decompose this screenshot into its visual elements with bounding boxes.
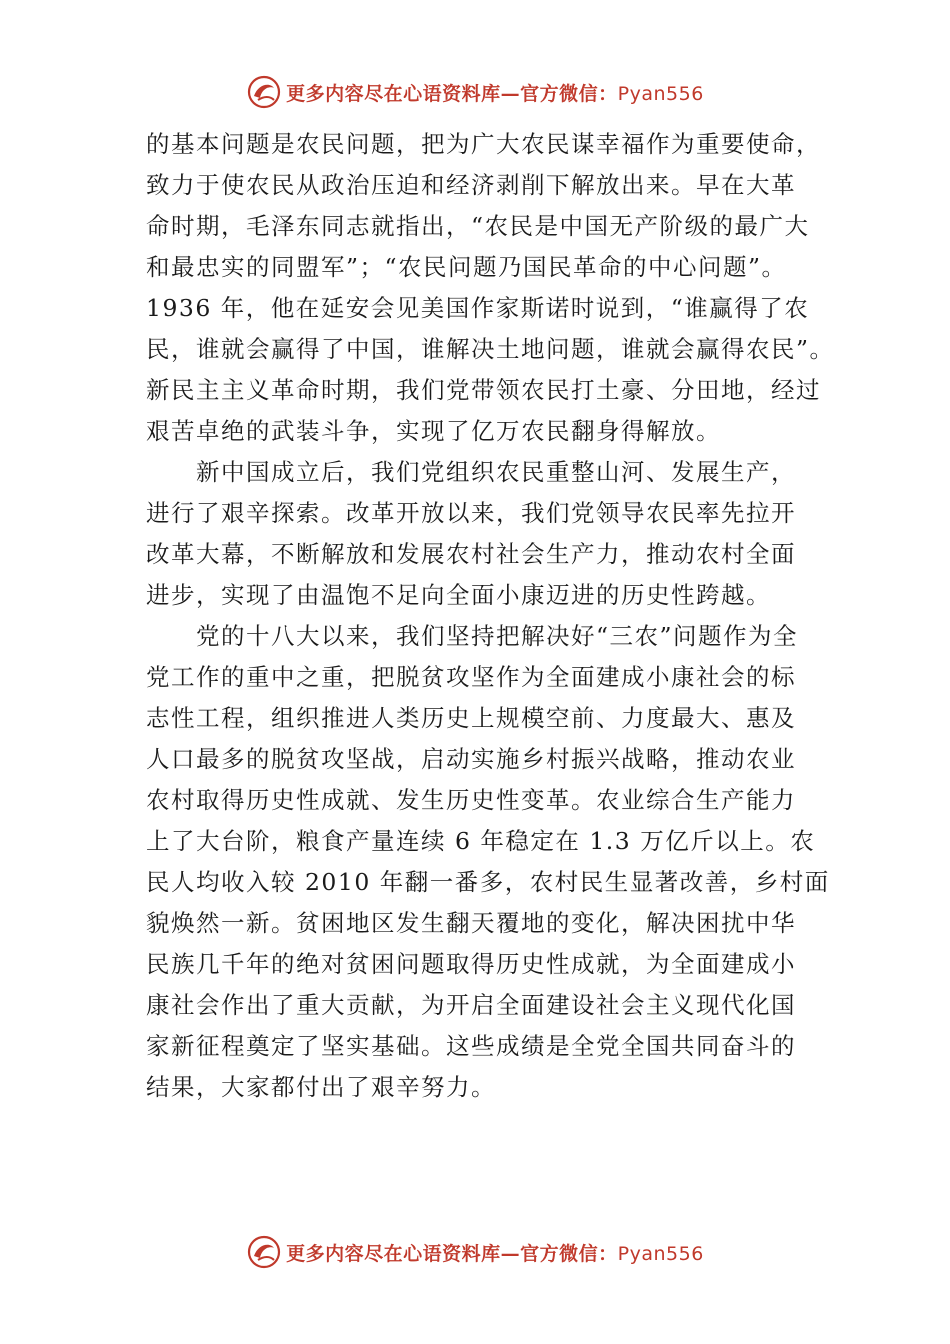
text-line: 命时期，毛泽东同志就指出，“农民是中国无产阶级的最广大 xyxy=(146,212,810,240)
text-line: 致力于使农民从政治压迫和经济剥削下解放出来。早在大革 xyxy=(146,171,796,199)
paragraph-3 xyxy=(146,616,830,1108)
text-line: 民族几千年的绝对贫困问题取得历史性成就，为全面建成小 xyxy=(146,950,796,978)
text-line: 志性工程，组织推进人类历史上规模空前、力度最大、惠及 xyxy=(146,704,796,732)
text-line: 家新征程奠定了坚实基础。这些成绩是全党全国共同奋斗的 xyxy=(146,1032,796,1060)
text-line: 党的十八大以来，我们坚持把解决好“三农”问题作为全 xyxy=(196,622,799,650)
document-body xyxy=(146,124,835,1108)
text-line: 民人均收入较 2010 年翻一番多，农村民生显著改善，乡村面 xyxy=(146,868,830,896)
text-line: 改革大幕，不断解放和发展农村社会生产力，推动农村全面 xyxy=(146,540,796,568)
swirl-seal-icon xyxy=(246,1234,282,1270)
text-line: 的基本问题是农民问题，把为广大农民谋幸福作为重要使命， xyxy=(146,130,821,158)
text-line: 康社会作出了重大贡献，为开启全面建设社会主义现代化国 xyxy=(146,991,796,1019)
text-line: 貌焕然一新。贫困地区发生翻天覆地的变化，解决困扰中华 xyxy=(146,909,796,937)
header-watermark-text: 更多内容尽在心语资料库—官方微信：Pyan556 xyxy=(286,82,704,105)
text-line: 新民主主义革命时期，我们党带领农民打土豪、分田地，经过 xyxy=(146,376,821,404)
text-line: 进行了艰辛探索。改革开放以来，我们党领导农民率先拉开 xyxy=(146,499,796,527)
text-line: 艰苦卓绝的武装斗争，实现了亿万农民翻身得解放。 xyxy=(146,417,721,445)
footer-watermark-text: 更多内容尽在心语资料库—官方微信：Pyan556 xyxy=(286,1242,704,1265)
text-line: 和最忠实的同盟军”；“农民问题乃国民革命的中心问题”。 xyxy=(146,253,787,281)
text-line: 结果，大家都付出了艰辛努力。 xyxy=(146,1073,496,1101)
header-watermark xyxy=(0,72,950,112)
paragraph-1 xyxy=(146,124,835,452)
text-line: 人口最多的脱贫攻坚战，启动实施乡村振兴战略，推动农业 xyxy=(146,745,796,773)
text-line: 进步，实现了由温饱不足向全面小康迈进的历史性跨越。 xyxy=(146,581,771,609)
text-line: 新中国成立后，我们党组织农民重整山河、发展生产， xyxy=(196,458,796,486)
swirl-seal-icon xyxy=(246,74,282,110)
text-line: 党工作的重中之重，把脱贫攻坚作为全面建成小康社会的标 xyxy=(146,663,796,691)
paragraph-2 xyxy=(146,452,826,616)
text-line: 民，谁就会赢得了中国，谁解决土地问题，谁就会赢得农民”。 xyxy=(146,335,835,363)
footer-watermark xyxy=(0,1232,950,1272)
text-line: 1936 年，他在延安会见美国作家斯诺时说到，“谁赢得了农 xyxy=(146,294,810,322)
text-line: 上了大台阶，粮食产量连续 6 年稳定在 1.3 万亿斤以上。农 xyxy=(146,827,816,855)
text-line: 农村取得历史性成就、发生历史性变革。农业综合生产能力 xyxy=(146,786,796,814)
